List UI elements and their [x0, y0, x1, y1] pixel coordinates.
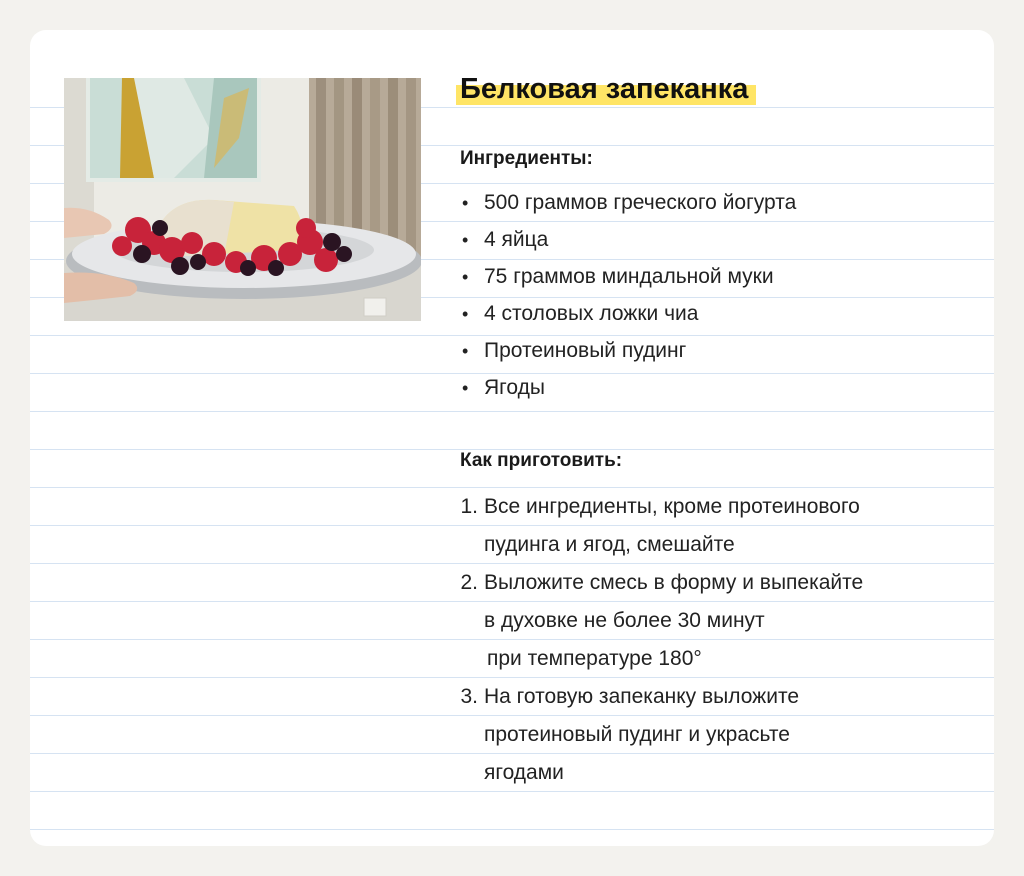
title-block	[456, 70, 756, 108]
recipe-title: Белковая запеканка	[456, 70, 756, 108]
step-text: На готовую запеканку выложите	[484, 685, 799, 708]
bullet-icon: •	[462, 304, 469, 324]
steps-list	[460, 492, 863, 796]
list-item	[460, 373, 796, 410]
list-item	[460, 188, 796, 225]
ingredients-list	[460, 188, 796, 410]
step-text: Все ингредиенты, кроме протеинового	[484, 495, 860, 518]
bullet-icon: •	[462, 230, 469, 250]
method-heading: Как приготовить:	[460, 450, 623, 471]
ingredient-text: 500 граммов греческого йогурта	[484, 191, 797, 214]
list-item	[460, 225, 796, 262]
step-item	[460, 682, 863, 796]
step-text: Выложите смесь в форму и выпекайте	[484, 571, 864, 594]
step-text: ягодами	[484, 761, 564, 784]
step-item	[460, 568, 863, 682]
list-item	[460, 299, 796, 336]
step-text: в духовке не более 30 минут	[484, 609, 765, 632]
step-item	[460, 492, 863, 568]
step-text: пудинга и ягод, смешайте	[484, 533, 735, 556]
recipe-photo	[64, 78, 421, 321]
ingredient-text: 4 яйца	[484, 228, 549, 251]
recipe-card	[30, 30, 994, 846]
list-item	[460, 336, 796, 373]
bullet-icon: •	[462, 378, 469, 398]
ingredient-text: Ягоды	[484, 376, 545, 399]
ingredient-text: Протеиновый пудинг	[484, 339, 687, 362]
list-item	[460, 262, 796, 299]
step-number: 1.	[460, 495, 478, 518]
step-text: протеиновый пудинг и украсьте	[484, 723, 790, 746]
step-number: 3.	[460, 685, 478, 708]
step-number: 2.	[460, 571, 478, 594]
bullet-icon: •	[462, 341, 469, 361]
bullet-icon: •	[462, 267, 469, 287]
ingredient-text: 75 граммов миндальной муки	[484, 265, 774, 288]
bullet-icon: •	[462, 193, 469, 213]
ingredient-text: 4 столовых ложки чиа	[484, 302, 699, 325]
step-text: при температуре 180°	[487, 647, 702, 670]
ingredients-heading: Ингредиенты:	[460, 148, 593, 169]
